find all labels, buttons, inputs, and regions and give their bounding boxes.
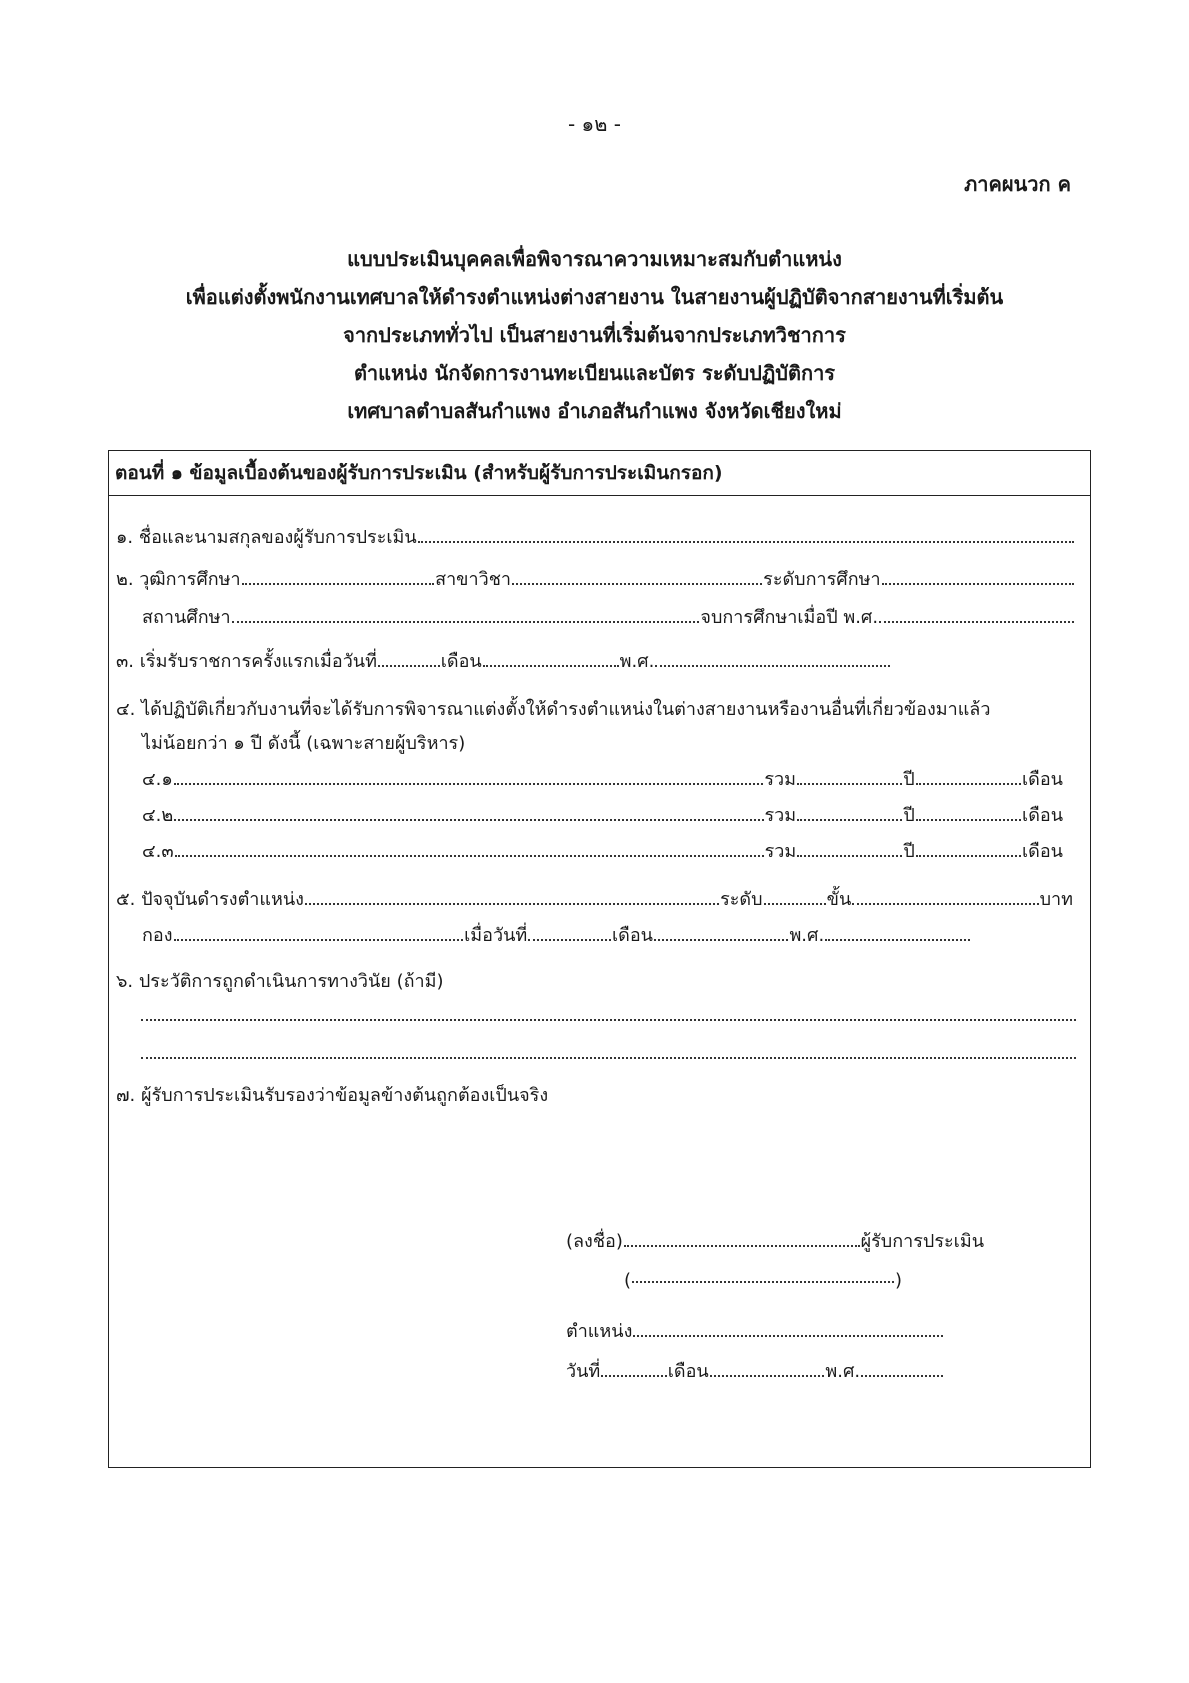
title-line-2: เพื่อแต่งตั้งพนักงานเทศบาลให้ดำรงตำแหน่งต่างสายงาน ในสายงานผู้ปฏิบัติจากสายงานที่เริ่มต้น [185,285,1004,309]
start-month-label: เดือน [440,651,482,672]
since-year-field[interactable] [825,939,970,941]
title-line-4: ตำแหน่ง นักจัดการงานทะเบียนและบัตร ระดับปฏิบัติการ [353,361,836,385]
open-paren: ( [624,1270,632,1291]
signature-row [565,1221,985,1255]
institution-field[interactable] [232,621,700,623]
item-4-2-total-label: รวม [764,805,797,826]
start-day-field[interactable] [378,665,440,667]
item-5-row-1 [109,879,1090,913]
item-4-line-2-text: ไม่น้อยกว่า ๑ ปี ดังนี้ (เฉพาะสายผู้บริหาร) [142,733,466,754]
current-position-label: ๕. ปัจจุบันดำรงตำแหน่ง [116,889,304,910]
current-position-field[interactable] [305,903,719,905]
discipline-history-label: ๖. ประวัติการถูกดำเนินการทางวินัย (ถ้ามี) [116,971,444,992]
sign-year-label: พ.ศ. [825,1361,861,1382]
education-level-label: ระดับการศึกษา [763,569,881,590]
graduated-label: จบการศึกษาเมื่อปี พ.ศ. [700,607,879,628]
printed-name-field[interactable] [632,1281,894,1283]
division-label: กอง [142,925,173,946]
signer-position-row [565,1311,943,1345]
major-label: สาขาวิชา [435,569,512,590]
signer-position-label: ตำแหน่ง [566,1321,633,1342]
item-4-1-total-label: รวม [764,769,797,790]
assessee-label: ผู้รับการประเมิน [860,1231,984,1252]
section-header: ตอนที่ ๑ ข้อมูลเบื้องต้นของผู้รับการประเมิน (สำหรับผู้รับการประเมินกรอก) [109,451,1090,496]
item-6-line-1 [109,995,1090,1029]
page-number: - ๑๒ - [567,112,622,136]
item-4-3-month-label: เดือน [1022,841,1063,862]
item-4-3-field[interactable] [175,855,764,857]
since-day-field[interactable] [528,939,611,941]
item-2-row-2 [109,597,1090,631]
start-year-field[interactable] [655,665,890,667]
item-4-1-year-label: ปี [903,769,915,790]
start-month-field[interactable] [483,665,619,667]
name-field[interactable] [418,541,1074,543]
salary-field[interactable] [852,903,1038,905]
title-line-5: เทศบาลตำบลสันกำแพง อำเภอสันกำแพง จังหวัดเชียงใหม่ [347,399,842,423]
item-6-line-2 [109,1033,1090,1067]
item-1-label: ๑. ชื่อและนามสกุลของผู้รับการประเมิน [116,527,417,548]
title-line-3: จากประเภททั่วไป เป็นสายงานที่เริ่มต้นจากประเภทวิชาการ [343,323,846,347]
education-level-field[interactable] [882,583,1074,585]
qualification-label: ๒. วุฒิการศึกษา [116,569,241,590]
item-4-3-year-label: ปี [903,841,915,862]
item-4-3-row [109,831,1090,865]
item-4-1-field[interactable] [174,783,764,785]
item-3-row [109,641,1090,675]
item-7-row [109,1075,1090,1109]
signature-field[interactable] [624,1245,860,1247]
item-1-row [109,517,1090,551]
item-6-row [109,961,1090,995]
sign-year-field[interactable] [861,1375,943,1377]
title-line-1: แบบประเมินบุคคลเพื่อพิจารณาความเหมาะสมกับตำแหน่ง [347,247,842,271]
certification-text: ๗. ผู้รับการประเมินรับรองว่าข้อมูลข้างต้นถูกต้องเป็นจริง [116,1085,549,1106]
item-4-2-year-label: ปี [903,805,915,826]
item-4-1-months-field[interactable] [916,783,1021,785]
item-4-line-1-text: ๔. ได้ปฏิบัติเกี่ยวกับงานที่จะได้รับการพิจารณาแต่งตั้งให้ดำรงตำแหน่งในต่างสายงานหรืองานอื่นที่เกี่ยวข้องมาแล้ว [116,699,991,720]
item-4-1-label: ๔.๑ [142,769,173,790]
item-4-3-months-field[interactable] [916,855,1021,857]
division-field[interactable] [174,939,464,941]
item-4-1-month-label: เดือน [1022,769,1063,790]
salary-step-label: ขั้น [826,889,852,910]
appendix-label: ภาคผนวก ค [964,172,1071,196]
sign-month-field[interactable] [710,1375,825,1377]
sign-date-row [565,1351,943,1385]
major-field[interactable] [512,583,762,585]
start-year-label: พ.ศ. [619,651,655,672]
item-4-3-label: ๔.๓ [142,841,174,862]
item-4-2-label: ๔.๒ [142,805,174,826]
item-2-row-1 [109,559,1090,593]
item-4-2-field[interactable] [174,819,763,821]
start-date-label: ๓. เริ่มรับราชการครั้งแรกเมื่อวันที่ [116,651,377,672]
since-date-label: เมื่อวันที่ [464,925,528,946]
item-4-2-month-label: เดือน [1022,805,1064,826]
item-4-3-total-label: รวม [764,841,797,862]
close-paren: ) [894,1270,902,1291]
item-4-2-months-field[interactable] [916,819,1021,821]
baht-label: บาท [1039,889,1074,910]
current-level-field[interactable] [764,903,826,905]
sign-month-label: เดือน [667,1361,709,1382]
discipline-history-field-1[interactable] [141,1019,1076,1021]
item-4-2-years-field[interactable] [797,819,902,821]
printed-name-row [623,1257,903,1291]
signer-position-field[interactable] [633,1335,943,1337]
discipline-history-field-2[interactable] [141,1057,1076,1059]
sign-label: (ลงชื่อ) [566,1231,623,1252]
sign-day-field[interactable] [601,1375,667,1377]
since-month-label: เดือน [612,925,653,946]
item-4-1-row [109,759,1090,793]
current-level-label: ระดับ [720,889,763,910]
item-4-1-years-field[interactable] [797,783,902,785]
form-section-1 [108,450,1091,1468]
document-title [0,240,1189,430]
since-month-field[interactable] [654,939,788,941]
institution-label: สถานศึกษา [142,607,231,628]
graduated-year-field[interactable] [879,621,1074,623]
item-4-3-years-field[interactable] [797,855,902,857]
qualification-field[interactable] [242,583,434,585]
item-4-line-1 [109,689,1090,723]
sign-day-label: วันที่ [566,1361,601,1382]
item-5-row-2 [109,915,1090,949]
item-4-2-row [109,795,1090,829]
since-year-label: พ.ศ. [789,925,825,946]
item-4-line-2 [109,723,1090,757]
